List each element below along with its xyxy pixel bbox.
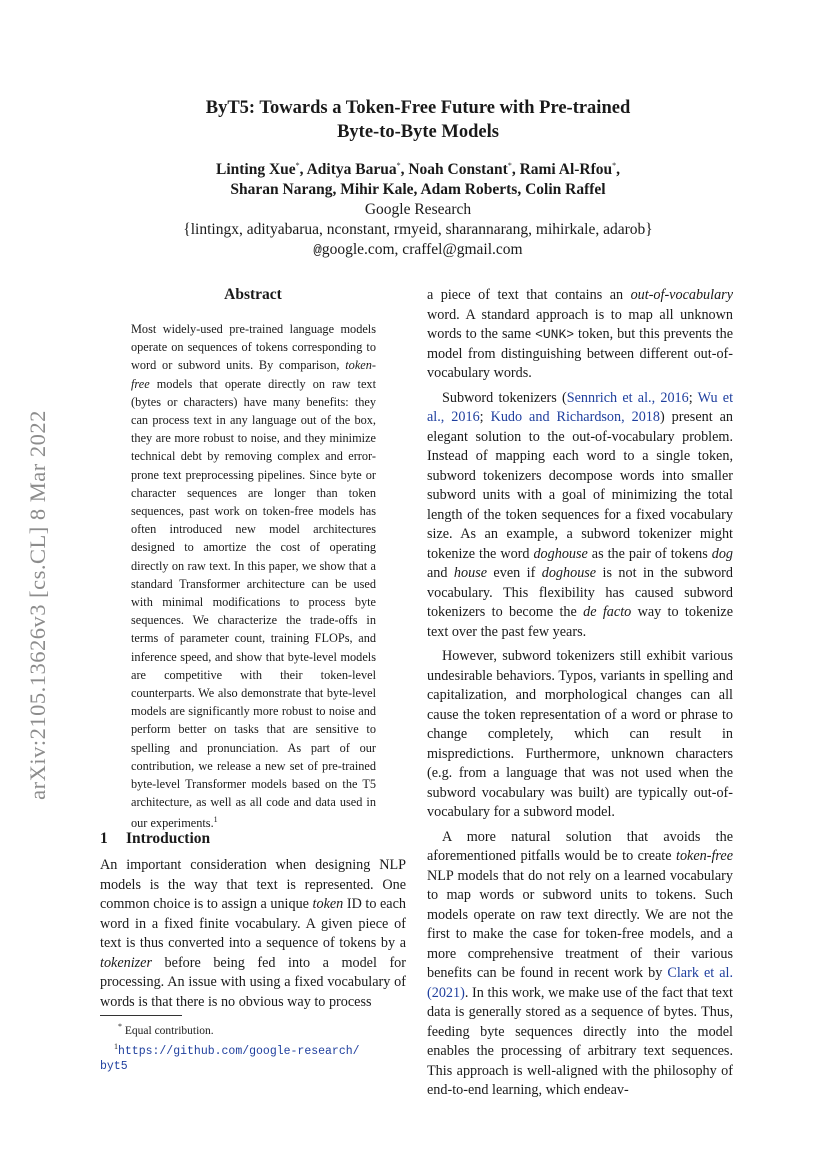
- body-text: Subword tokenizers (: [442, 389, 567, 406]
- body-text: ID to each word in a fixed finite vocabulary. A given piece of text is thus converted into a sequence of tokens by a: [100, 896, 406, 951]
- footnote-mark: 1: [114, 1041, 118, 1051]
- right-paragraph-3: However, subword tokenizers still exhibit various undesirable behaviors. Typos, variants in spelling and capitalization, and morphological changes can all cause the token representation of a word or phrase to change completely, which can result in mispredictions. Furthermore, unknown characters (e.g. from a language that was not used when the subword vocabulary was built) are typically out-of-vocabulary for a subword model.: [427, 648, 733, 820]
- author-line-1: Linting Xue*, Aditya Barua*, Noah Constant*, Rami Al-Rfou*,: [215, 161, 621, 178]
- intro-paragraph: [100, 856, 406, 1012]
- abstract-emphasis: token-free: [131, 358, 376, 391]
- body-text: as the pair of tokens: [587, 545, 712, 562]
- body-text: and: [427, 565, 454, 581]
- citation-link[interactable]: Clark et al. (2021): [427, 965, 734, 1001]
- footnote-divider: [100, 1015, 182, 1016]
- author-name: Aditya Barua: [306, 161, 397, 178]
- body-text: is not in the subword vocabulary. This flexibility has caused subword tokenizers to become the: [427, 565, 734, 620]
- author-emails-2: [100, 240, 736, 261]
- body-text: even if: [487, 565, 542, 581]
- body-emphasis: doghouse: [541, 565, 597, 581]
- footnote-url: [100, 1039, 406, 1059]
- github-link[interactable]: https://github.com/google-research/: [118, 1044, 360, 1058]
- abstract-text: models that operate directly on raw text (bytes or characters) have many benefits: they can process text in any language out of the box, they are more robust to noise, and they minimize technical debt by removing complex and error-prone text preprocessing pipelines. Since byte or character sequences are longer than token sequences, past work on token-free models has often introduced new model architectures designed to amortize the cost of operating directly on raw text. In this paper, we show that a standard Transformer architecture can be used with minimal modifications to process byte sequences. We characterize the trade-offs in terms of parameter count, training FLOPs, and inference speed, and show that byte-level models are competitive with their token-level counterparts. We also demonstrate that byte-level models are significantly more robust to noise and perform better on tasks that are sensitive to spelling and pronunciation. As part of our contribution, we release a new set of pre-trained byte-level Transformer models based on the T5 architecture, as well as all code and data used in our experiments.: [131, 376, 376, 831]
- right-paragraph-2: [427, 389, 733, 643]
- equal-contribution-mark: *: [507, 161, 512, 170]
- abstract-text: Most widely-used pre-trained language models operate on sequences of tokens corresponding to word or subword units. By comparison,: [131, 322, 376, 373]
- unk-token-code: <UNK>: [535, 327, 575, 342]
- abstract-body: [131, 320, 376, 833]
- author-name: Linting Xue: [215, 161, 296, 178]
- right-paragraph-1: [427, 286, 733, 384]
- body-text: ) present an elegant solution to the out-of-vocabulary problem. Instead of mapping each word to a single token, subword tokenizers decompose words into smaller subword units with a goal of minimizing the total length of the token sequences for a fixed vocabulary size. As an example, a subword tokenizer might tokenize the word: [427, 409, 733, 562]
- body-text: before being fed into a model for processing. An issue with using a fixed vocabulary of words is that there is no obvious way to process: [100, 954, 406, 1010]
- body-emphasis: dog: [711, 545, 733, 562]
- affiliation: Google Research: [364, 201, 472, 218]
- body-text: . In this work, we make use of the fact that text data is generally stored as a sequence of bytes. Thus, feeding byte sequences directly into the model enables the processing of arbitrary text sequences. This approach is well-aligned with the philosophy of end-to-end learning, which endeav-: [427, 984, 733, 1098]
- citation-link[interactable]: Kudo and Richardson, 2018: [490, 409, 660, 425]
- body-emphasis: token-free: [676, 848, 733, 864]
- footnote-mark: *: [118, 1022, 122, 1031]
- body-emphasis: tokenizer: [100, 954, 153, 971]
- abstract-paragraph: [131, 320, 376, 833]
- footnote-text: Equal contribution.: [122, 1024, 214, 1037]
- title-line-2: Byte-to-Byte Models: [337, 122, 499, 142]
- email-domain: google.com, craffel@gmail.com: [321, 241, 523, 258]
- arxiv-id: arXiv:2105.13626v3 [cs.CL] 8 Mar 2022: [25, 410, 51, 800]
- arxiv-stamp: [8, 365, 68, 845]
- body-emphasis: de facto: [583, 604, 632, 620]
- footnote-url-cont: [100, 1059, 406, 1074]
- abstract-heading: Abstract: [224, 286, 282, 303]
- body-emphasis: house: [453, 565, 488, 581]
- paper-title: [100, 96, 736, 144]
- section-number: 1: [100, 830, 108, 847]
- section-title: Introduction: [126, 830, 211, 847]
- citation-link[interactable]: Wu et al., 2016: [427, 389, 734, 425]
- body-emphasis: out-of-vocabulary: [630, 287, 733, 303]
- author-emails-1: {lintingx, adityabarua, nconstant, rmyeid, sharannarang, mihirkale, adarob}: [183, 221, 653, 238]
- equal-contribution-mark: *: [612, 161, 617, 170]
- body-text: word. A standard approach is to map all unknown words to the same: [427, 306, 733, 342]
- body-text: way to tokenize text over the past few years.: [427, 604, 733, 640]
- footnote-equal-contribution: [100, 1019, 406, 1039]
- intro-body-left: [100, 856, 406, 1012]
- github-link-cont[interactable]: byt5: [100, 1059, 128, 1073]
- footnotes: [100, 1019, 406, 1074]
- body-text: A more natural solution that avoids the aforementioned pitfalls would be to create: [427, 828, 733, 864]
- section-heading-introduction: [100, 830, 210, 848]
- equal-contribution-mark: *: [295, 161, 300, 170]
- right-paragraph-4: [427, 828, 733, 1101]
- body-emphasis: token: [312, 896, 344, 912]
- footnote-ref[interactable]: 1: [213, 815, 218, 825]
- equal-contribution-mark: *: [396, 161, 401, 170]
- citation-link[interactable]: Sennrich et al., 2016: [566, 389, 689, 406]
- author-name: Noah Constant: [408, 161, 508, 178]
- body-text: An important consideration when designing NLP models is the way that text is represented. One common choice is to assign a unique: [100, 857, 406, 912]
- body-emphasis: doghouse: [533, 545, 588, 562]
- body-text: ;: [688, 389, 698, 406]
- author-name: Rami Al-Rfou: [519, 161, 613, 178]
- author-block: [100, 156, 736, 261]
- title-line-1: ByT5: Towards a Token-Free Future with Pre-trained: [205, 98, 631, 118]
- at-sign: @: [313, 243, 322, 259]
- author-line-2: Sharan Narang, Mihir Kale, Adam Roberts, Colin Raffel: [230, 181, 606, 198]
- intro-body-right: [427, 286, 733, 1106]
- body-text: ;: [479, 409, 491, 425]
- body-text: a piece of text that contains an: [427, 287, 631, 303]
- body-text: token, but this prevents the model from distinguishing between different out-of-vocabulary words.: [427, 326, 733, 381]
- body-text: NLP models that do not rely on a learned vocabulary to map words or subword units to tokens. Such models operate on raw text directly. We are not the first to make the case for token-free models, and a more comprehensive treatment of their various benefits can be found in recent work by: [427, 867, 733, 981]
